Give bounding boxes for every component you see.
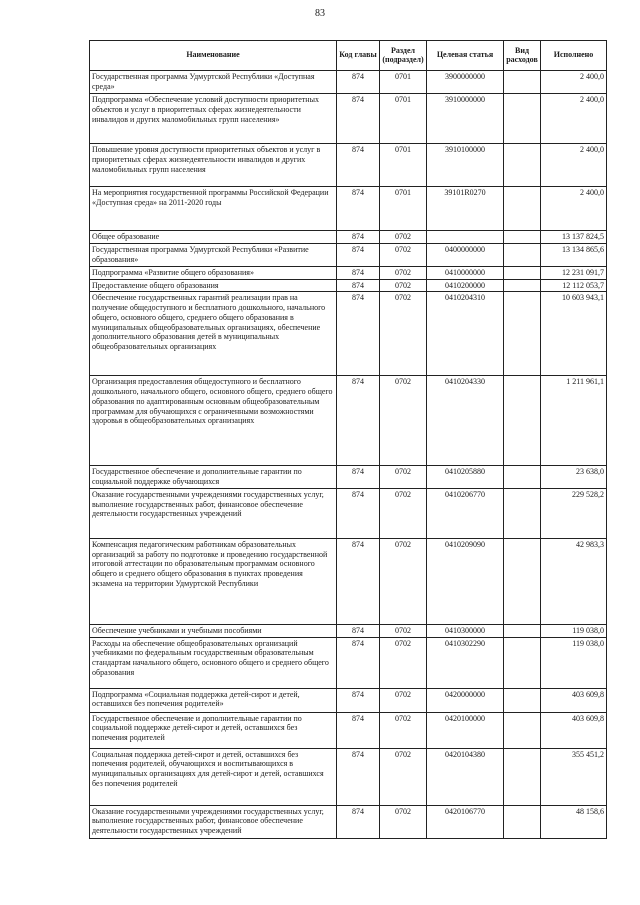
- row-name: Подпрограмма «Социальная поддержка детей-сирот и детей, оставшихся без попечения родителей»: [90, 688, 337, 712]
- row-amount: 13 134 865,6: [541, 243, 607, 266]
- table-row: [90, 292, 607, 376]
- row-target: 0410300000: [427, 624, 504, 637]
- table-row: [90, 624, 607, 637]
- row-code: 874: [337, 243, 380, 266]
- row-section: 0702: [380, 266, 427, 279]
- row-section: 0701: [380, 144, 427, 187]
- table-row: [90, 466, 607, 489]
- table-row: [90, 266, 607, 279]
- row-amount: 12 112 053,7: [541, 279, 607, 292]
- row-section: 0702: [380, 488, 427, 538]
- row-section: 0702: [380, 231, 427, 244]
- row-amount: 23 638,0: [541, 466, 607, 489]
- row-section: 0702: [380, 466, 427, 489]
- row-section: 0702: [380, 624, 427, 637]
- row-section: 0702: [380, 243, 427, 266]
- row-amount: 119 038,0: [541, 624, 607, 637]
- table-row: [90, 538, 607, 624]
- table-row: [90, 488, 607, 538]
- row-name: Социальная поддержка детей-сирот и детей, оставшихся без попечения родителей, обучающихся и воспитывающихся в муниципальных организациях для детей-сирот и детей, оставшихся без попечения родителей: [90, 748, 337, 805]
- row-code: 874: [337, 712, 380, 748]
- row-amount: 2 400,0: [541, 94, 607, 144]
- table-row: [90, 712, 607, 748]
- row-name: Предоставление общего образования: [90, 279, 337, 292]
- row-target: 0410209090: [427, 538, 504, 624]
- row-code: 874: [337, 279, 380, 292]
- table-row: [90, 243, 607, 266]
- row-target: 0410200000: [427, 279, 504, 292]
- header-kind: Вид расходов: [504, 41, 541, 71]
- row-name: Государственная программа Удмуртской Республики «Развитие образования»: [90, 243, 337, 266]
- row-code: 874: [337, 187, 380, 231]
- row-target: 0410204330: [427, 376, 504, 466]
- row-target: 0410206770: [427, 488, 504, 538]
- row-section: 0702: [380, 748, 427, 805]
- row-section: 0702: [380, 688, 427, 712]
- row-target: [427, 231, 504, 244]
- row-name: Обеспечение государственных гарантий реализации прав на получение общедоступного и бесплатного дошкольного, начального общего, основного общего, среднего общего образования в муниципальных общеобразовательных организациях, обеспечение дополнительного образования детей в муниципальных общеобразовательных организациях: [90, 292, 337, 376]
- row-amount: 2 400,0: [541, 71, 607, 94]
- row-kind: [504, 231, 541, 244]
- row-amount: 403 609,8: [541, 712, 607, 748]
- row-code: 874: [337, 144, 380, 187]
- row-section: 0702: [380, 805, 427, 838]
- row-target: 0400000000: [427, 243, 504, 266]
- row-kind: [504, 488, 541, 538]
- row-code: 874: [337, 637, 380, 688]
- table-row: [90, 231, 607, 244]
- row-target: 3900000000: [427, 71, 504, 94]
- row-kind: [504, 466, 541, 489]
- row-section: 0701: [380, 187, 427, 231]
- row-kind: [504, 637, 541, 688]
- row-target: 3910100000: [427, 144, 504, 187]
- row-kind: [504, 292, 541, 376]
- row-section: 0701: [380, 71, 427, 94]
- row-target: 39101R0270: [427, 187, 504, 231]
- table-row: [90, 637, 607, 688]
- table-header-row: [90, 41, 607, 71]
- row-code: 874: [337, 266, 380, 279]
- row-amount: 403 609,8: [541, 688, 607, 712]
- row-kind: [504, 71, 541, 94]
- row-kind: [504, 266, 541, 279]
- row-name: Государственная программа Удмуртской Республики «Доступная среда»: [90, 71, 337, 94]
- row-code: 874: [337, 231, 380, 244]
- row-amount: 48 158,6: [541, 805, 607, 838]
- row-section: 0702: [380, 279, 427, 292]
- row-amount: 229 528,2: [541, 488, 607, 538]
- row-name: Государственное обеспечение и дополнительные гарантии по социальной поддержке детей-сирот и детей, оставшихся без попечения родителей: [90, 712, 337, 748]
- row-section: 0701: [380, 94, 427, 144]
- row-code: 874: [337, 292, 380, 376]
- row-target: 0410000000: [427, 266, 504, 279]
- table-row: [90, 187, 607, 231]
- row-section: 0702: [380, 637, 427, 688]
- row-kind: [504, 624, 541, 637]
- row-kind: [504, 187, 541, 231]
- row-code: 874: [337, 624, 380, 637]
- row-code: 874: [337, 538, 380, 624]
- row-name: Расходы на обеспечение общеобразовательных организаций учебниками по федеральным государственным образовательным стандартам начального общего, основного общего и среднего общего образования: [90, 637, 337, 688]
- row-name: Государственное обеспечение и дополнительные гарантии по социальной поддержке обучающихся: [90, 466, 337, 489]
- row-code: 874: [337, 94, 380, 144]
- row-name: Подпрограмма «Развитие общего образования»: [90, 266, 337, 279]
- row-target: 0420100000: [427, 712, 504, 748]
- row-target: 0420106770: [427, 805, 504, 838]
- row-code: 874: [337, 71, 380, 94]
- row-amount: 119 038,0: [541, 637, 607, 688]
- row-kind: [504, 94, 541, 144]
- header-exec: Исполнено: [541, 41, 607, 71]
- header-name: Наименование: [90, 41, 337, 71]
- row-kind: [504, 376, 541, 466]
- row-amount: 355 451,2: [541, 748, 607, 805]
- row-target: 0420000000: [427, 688, 504, 712]
- row-code: 874: [337, 376, 380, 466]
- row-code: 874: [337, 748, 380, 805]
- row-name: Оказание государственными учреждениями государственных услуг, выполнение государственных работ, финансовое обеспечение деятельности государственных учреждений: [90, 488, 337, 538]
- row-target: 3910000000: [427, 94, 504, 144]
- row-kind: [504, 279, 541, 292]
- row-name: Обеспечение учебниками и учебными пособиями: [90, 624, 337, 637]
- row-amount: 12 231 091,7: [541, 266, 607, 279]
- row-target: 0410205880: [427, 466, 504, 489]
- row-section: 0702: [380, 376, 427, 466]
- row-name: Оказание государственными учреждениями государственных услуг, выполнение государственных работ, финансовое обеспечение деятельности государственных учреждений: [90, 805, 337, 838]
- table-row: [90, 71, 607, 94]
- row-code: 874: [337, 488, 380, 538]
- row-amount: 2 400,0: [541, 144, 607, 187]
- row-amount: 2 400,0: [541, 187, 607, 231]
- table-row: [90, 279, 607, 292]
- row-kind: [504, 243, 541, 266]
- table-row: [90, 376, 607, 466]
- row-section: 0702: [380, 292, 427, 376]
- row-kind: [504, 712, 541, 748]
- row-amount: 42 983,3: [541, 538, 607, 624]
- row-code: 874: [337, 688, 380, 712]
- row-target: 0410204310: [427, 292, 504, 376]
- table-row: [90, 805, 607, 838]
- row-kind: [504, 748, 541, 805]
- row-name: Общее образование: [90, 231, 337, 244]
- row-name: Повышение уровня доступности приоритетных объектов и услуг в приоритетных сферах жизнедеятельности инвалидов и других маломобильных групп населения: [90, 144, 337, 187]
- table-row: [90, 94, 607, 144]
- row-target: 0410302290: [427, 637, 504, 688]
- header-target: Целевая статья: [427, 41, 504, 71]
- row-target: 0420104380: [427, 748, 504, 805]
- row-name: Подпрограмма «Обеспечение условий доступности приоритетных объектов и услуг в приоритетных сферах жизнедеятельности инвалидов и других маломобильных групп населения»: [90, 94, 337, 144]
- table-row: [90, 144, 607, 187]
- row-kind: [504, 144, 541, 187]
- page-number: 83: [315, 8, 325, 19]
- row-code: 874: [337, 805, 380, 838]
- row-amount: 13 137 824,5: [541, 231, 607, 244]
- row-section: 0702: [380, 712, 427, 748]
- table-row: [90, 748, 607, 805]
- row-name: На мероприятия государственной программы Российской Федерации «Доступная среда» на 2011-2020 годы: [90, 187, 337, 231]
- table-row: [90, 688, 607, 712]
- row-kind: [504, 688, 541, 712]
- row-section: 0702: [380, 538, 427, 624]
- row-code: 874: [337, 466, 380, 489]
- row-amount: 10 603 943,1: [541, 292, 607, 376]
- row-name: Организация предоставления общедоступного и бесплатного дошкольного, начального общего, основного общего, среднего общего образования по адаптированным основным общеобразовательным программам для обучающихся с ограниченными возможностями здоровья в общеобразовательных организациях: [90, 376, 337, 466]
- budget-table: [89, 40, 607, 839]
- header-section: Раздел (подраздел): [380, 41, 427, 71]
- row-kind: [504, 538, 541, 624]
- row-kind: [504, 805, 541, 838]
- row-name: Компенсация педагогическим работникам образовательных организаций за работу по подготовке и проведению государственной итоговой аттестации по образовательным программам основного общего и среднего общего образования в пунктах проведения экзамена на территории Удмуртской Республики: [90, 538, 337, 624]
- header-code: Код главы: [337, 41, 380, 71]
- row-amount: 1 211 961,1: [541, 376, 607, 466]
